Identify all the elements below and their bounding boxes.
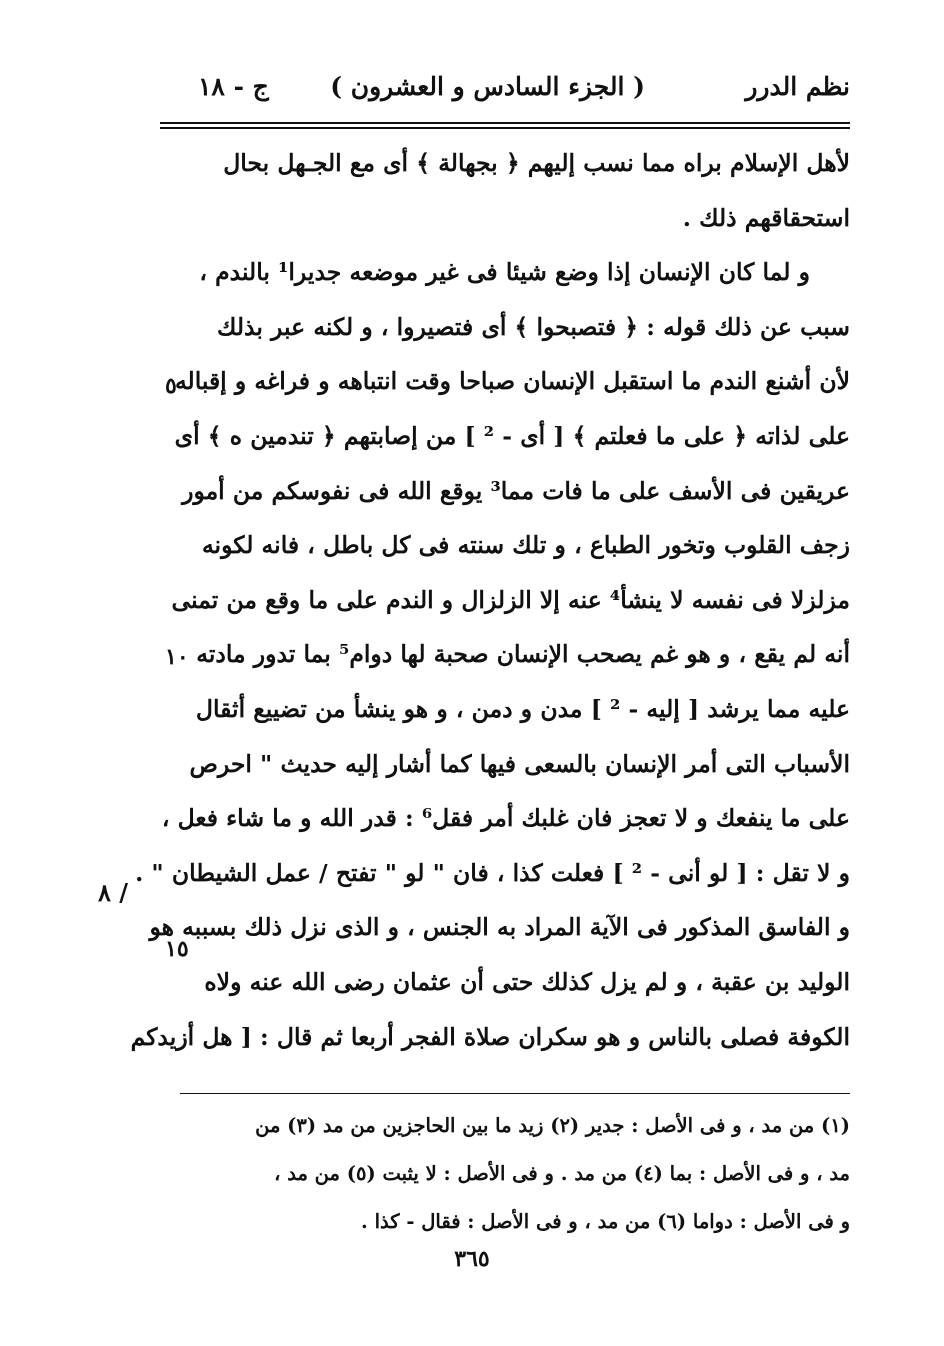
text-line: عريقين فى الأسف على ما فات مما³ يوقع الله فى نفوسكم من أمور bbox=[182, 476, 850, 505]
line-number-15: ١٥ bbox=[165, 936, 189, 962]
footnote-line: (١) من مد ، و فى الأصل : جدير (٢) زيد ما بين الحاجزين من مد (٣) من bbox=[255, 1114, 850, 1137]
running-header bbox=[160, 72, 850, 112]
text-line: الكوفة فصلى بالناس و هو سكران صلاة الفجر أربعا ثم قال : [ هل أزيدكم bbox=[130, 1022, 850, 1051]
margin-folio-note: ٨ / bbox=[98, 878, 129, 907]
text-line: مزلزلا فى نفسه لا ينشأ⁴ عنه إلا الزلزال و الندم على ما وقع من تمنى bbox=[171, 585, 850, 614]
text-line: الأسباب التى أمر الإنسان بالسعى فيها كما أشار إليه حديث " احرص bbox=[189, 749, 850, 778]
footnote-line: و فى الأصل : دواما (٦) من مد ، و فى الأصل : فقال - كذا . bbox=[361, 1210, 850, 1233]
part-label: ( الجزء السادس و العشرون ) bbox=[330, 72, 645, 101]
text-line: الوليد بن عقبة ، و لم يزل كذلك حتى أن عثمان رضى الله عنه ولاه bbox=[204, 967, 850, 996]
footnote-line: مد ، و فى الأصل : بما (٤) من مد . و فى الأصل : لا يثبت (٥) من مد ، bbox=[274, 1162, 850, 1185]
text-line: لأهل الإسلام براه مما نسب إليهم ﴿ بجهالة ﴾ أى مع الجـهل بحال bbox=[223, 149, 850, 177]
header-rule-top bbox=[160, 122, 850, 124]
text-line: و لا تقل : [ لو أنى - ² ] فعلت كذا ، فان " لو " تفتح / عمل الشيطان " . bbox=[135, 858, 850, 887]
header-rule-bottom bbox=[160, 127, 850, 129]
text-line: و الفاسق المذكور فى الآية المراد به الجنس ، و الذى نزل ذلك بسببه هو bbox=[149, 913, 850, 942]
text-line: و لما كان الإنسان إذا وضع شيئا فى غير موضعه جديرا¹ بالندم ، bbox=[199, 258, 810, 287]
footnotes bbox=[190, 1102, 850, 1246]
text-line: عليه مما يرشد [ إليه - ² ] مدن و دمن ، و هو ينشأ من تضييع أثقال bbox=[195, 694, 850, 723]
text-line: سبب عن ذلك قوله : ﴿ فتصبحوا ﴾ أى فتصيروا ، و لكنه عبر بذلك bbox=[217, 312, 850, 341]
text-line: على ما ينفعك و لا تعجز فان غلبك أمر فقل⁶ : قدر الله و ما شاء فعل ، bbox=[161, 804, 850, 833]
page-number: ٣٦٥ bbox=[454, 1246, 490, 1272]
volume-label: ج - ١٨ bbox=[198, 72, 269, 101]
text-line: استحقاقهم ذلك . bbox=[682, 203, 850, 232]
text-line: أنه لم يقع ، و هو غم يصحب الإنسان صحبة لها دوام⁵ بما تدور مادته bbox=[196, 640, 850, 669]
line-number-10: ١٠ bbox=[165, 644, 189, 670]
line-number-5: ٥ bbox=[165, 373, 177, 399]
text-line: زجف القلوب وتخور الطباع ، و تلك سنته فى كل باطل ، فانه لكونه bbox=[201, 531, 850, 560]
footnote-separator bbox=[180, 1093, 850, 1094]
book-title: نظم الدرر bbox=[745, 72, 850, 101]
text-line: على لذاته ﴿ على ما فعلتم ﴾ [ أى - ² ] من إصابتهم ﴿ تندمين ه ﴾ أى bbox=[174, 421, 850, 450]
text-line: لأن أشنع الندم ما استقبل الإنسان صباحا وقت انتباهه و فراغه و إقباله bbox=[174, 367, 850, 396]
